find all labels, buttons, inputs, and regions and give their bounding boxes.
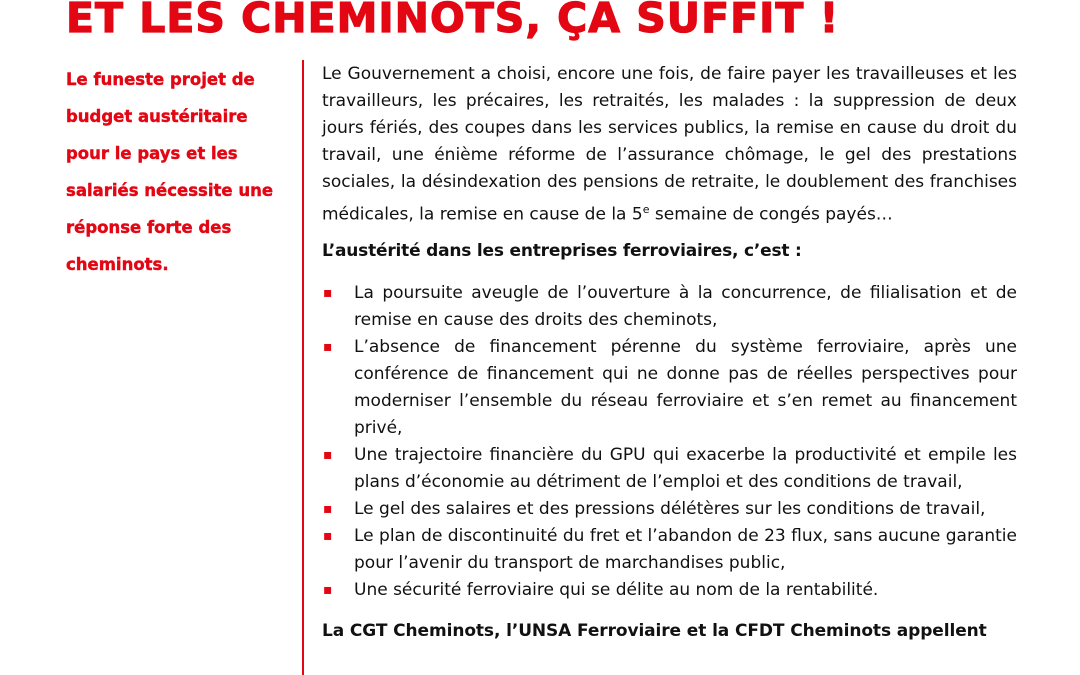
bullet-square-icon: ▪ [323, 338, 333, 355]
union-call-paragraph: La CGT Cheminots, l’UNSA Ferroviaire et la CFDT Cheminots appellent [322, 620, 987, 641]
list-item [322, 280, 1017, 334]
sidebar-callout [66, 61, 298, 283]
bullet-square-icon: ▪ [323, 446, 333, 463]
sidebar-line: Le funeste projet de [66, 70, 255, 89]
intro-superscript: e [642, 203, 650, 216]
list-item [322, 496, 1017, 523]
intro-text-end: semaine de congés payés… [649, 204, 893, 225]
austerity-lead: L’austérité dans les entreprises ferroviaires, c’est : [322, 240, 802, 261]
list-item [322, 523, 1017, 577]
list-item-text: Le plan de discontinuité du fret et l’abandon de 23 flux, sans aucune garantie pour l’avenir du transport de marchandises public, [354, 525, 1017, 573]
vertical-divider [302, 60, 304, 675]
sidebar-line: pour le pays et les [66, 144, 238, 163]
austerity-list [322, 280, 1017, 604]
bullet-square-icon: ▪ [323, 527, 333, 544]
list-item [322, 442, 1017, 496]
bullet-square-icon: ▪ [323, 581, 333, 598]
sidebar-line: réponse forte des [66, 218, 232, 237]
sidebar-line: cheminots. [66, 255, 169, 274]
sidebar-line: salariés nécessite une [66, 181, 274, 200]
list-item-text: Le gel des salaires et des pressions délétères sur les conditions de travail, [354, 498, 986, 519]
list-item-text: La poursuite aveugle de l’ouverture à la concurrence, de filialisation et de remise en cause des droits des cheminots, [354, 282, 1017, 330]
intro-text: Le Gouvernement a choisi, encore une fois, de faire payer les travailleuses et les travailleurs, les précaires, les retraités, les malades : la suppression de deux jours fériés, des coupes dans les services publics, la remise en cause du droit du travail, une énième réforme de l’assurance chômage, le gel des prestations sociales, la désindexation des pensions de retraite, le doublement des franchises médicales, la remise en cause de la 5 [322, 64, 1017, 225]
list-item [322, 334, 1017, 442]
sidebar-line: budget austéritaire [66, 107, 248, 126]
bullet-square-icon: ▪ [323, 284, 333, 301]
page-title: ET LES CHEMINOTS, ÇA SUFFIT ! [66, 0, 840, 42]
list-item-text: Une sécurité ferroviaire qui se délite au nom de la rentabilité. [354, 579, 879, 600]
list-item-text: L’absence de financement pérenne du système ferroviaire, après une conférence de financement qui ne donne pas de réelles perspectives pour moderniser l’ensemble du réseau ferroviaire et s’en remet au financement privé, [354, 336, 1017, 438]
main-article [322, 61, 1017, 645]
intro-paragraph [322, 61, 1017, 229]
bullet-square-icon: ▪ [323, 500, 333, 517]
list-item-text: Une trajectoire financière du GPU qui exacerbe la productivité et empile les plans d’économie au détriment de l’emploi et des conditions de travail, [354, 444, 1017, 492]
list-item [322, 577, 1017, 604]
